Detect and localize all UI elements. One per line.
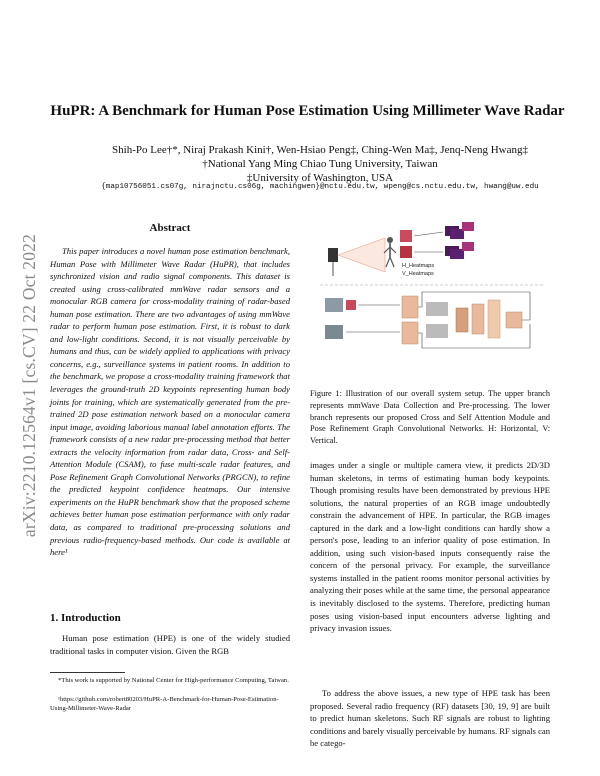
h-heatmaps-label: H_Heatmaps [402,263,435,269]
v-heatmaps-label: V_Heatmaps [402,271,434,277]
affiliation-uw: ‡University of Washington, USA [246,172,394,184]
heatmap-thumbnail-1 [400,230,412,242]
authors-line: Shih-Po Lee†*, Niraj Prakash Kini†, Wen-Hsiao Peng‡, Ching-Wen Ma‡, Jenq-Neng Hwang‡ [112,144,528,156]
left-column [50,222,290,559]
encoder-blocks [402,296,418,344]
author-emails: {map10756051.cs07g, nirajnctu.cs06g, machingwen}@nctu.edu.tw, wpeng@cs.nctu.edu.tw, hwang@uw.edu [101,183,539,191]
affiliation-nycu: †National Yang Ming Chiao Tung University, Taiwan [202,158,438,170]
introduction-continued: images under a single or multiple camera view, it predicts 2D/3D human skeletons, in terms of estimating human body keypoints. Though promising results have been demonstrated by previous HPE solutions, the natural properties of an RGB image undoubtedly constrain the advancement of HPE. In particular, the RGB images captured in the dark and a low-light conditions can hardly show a person's pose, leading to an inferior quality of pose estimation. In addition, using such vision-based inputs consequently raise the concern of the personal privacy. For example, the surveillance systems installed in the patient rooms monitor personal activities by analyzing their poses while at the same time, the personal appearance is inevitably disclosed to the systems. Therefore, predicting human poses using vision-based input encounters adverse lighting and privacy invasion issues. [310,460,550,634]
csam-fusion-stages [426,300,522,338]
person-icon [384,237,396,267]
paper-title: HuPR: A Benchmark for Human Pose Estimation Using Millimeter Wave Radar [50,103,565,119]
abstract-heading: Abstract [149,222,191,234]
figure-system-setup [310,220,550,380]
radar-signal-cone [338,238,385,272]
abstract-body: This paper introduces a novel human pose estimation benchmark, Human Pose with Millimeter Wave Radar (HuPR), that includes synchronized vision and radio signal components. This dataset is created using cross-calibrated mmWave radar sensors and a monocular RGB camera for cross-modality training of radar-based human pose estimation. There are two advantages of using mmWave radar to perform human pose estimation. First, it is robust to dark and low-light conditions. Second, it is not visually perceivable by humans and thus, can be widely applied to applications with privacy concerns, e.g., surveillance systems in patient rooms. In addition to the benchmark, we propose a cross-modality training framework that leverages the ground-truth 2D keypoints representing human body joints for training, which are systematically generated from the pre-trained 2D pose estimation network based on a monocular camera input image, avoiding laborious manual label annotation efforts. The framework consists of a new radar pre-processing method that better extracts the velocity information from radar data, Cross- and Self-Attention Module (CSAM), to fuse multi-scale radar features, and Pose Refinement Graph Convolutional Networks (PRGCN), to refine the predicted keypoint confidence heatmaps. Our intensive experiments on the HuPR benchmark show that the proposed scheme achieves better human pose estimation performance with only radar data, as compared to traditional pre-processing solutions and previous radio-frequency-based methods. Our code is available at here¹ [50,246,290,558]
author-block [40,143,600,185]
footnote-funding: *This work is supported by National Center for High-performance Computing, Taiwan. [58,677,289,684]
introduction-rf-paragraph: To address the above issues, a new type of HPE task has been proposed. Several radio frequency (RF) datasets [30, 19, 9] are built to predict human skeletons. Such RF signals are robust to lighting conditions and barely visually perceivable by humans. RF signals can be catego- [310,688,550,749]
section-heading-introduction: 1. Introduction [50,612,121,624]
radar-sensor-icon [328,248,338,262]
arxiv-side-stamp [14,205,46,565]
footnote-code-link[interactable]: ¹https://github.com/robert80203/HuPR-A-Benchmark-for-Human-Pose-Estimation-Using-Millimeter-Wave-Radar [50,696,279,712]
radar-tensor-stack [445,222,474,259]
rgb-frame-thumbnail [325,298,343,312]
introduction-paragraph: Human pose estimation (HPE) is one of the widely studied traditional tasks in computer vision. Given the RGB [50,633,290,656]
figure-1-caption: Figure 1: Illustration of our overall system setup. The upper branch represents mmWave Data Collection and Pre-processing. The lower branch represents our proposed Cross and Self Attention Module and Pose Refinement Graph Convolutional Networks. H: Horizontal, V: Vertical. [310,389,550,446]
footnote-divider [50,672,125,673]
pose-frame-thumbnail [325,325,343,339]
heatmap-thumbnail-2 [400,246,412,258]
system-diagram [310,220,550,380]
arxiv-identifier[interactable]: arXiv:2210.12564v1 [cs.CV] 22 Oct 2022 [19,233,40,537]
